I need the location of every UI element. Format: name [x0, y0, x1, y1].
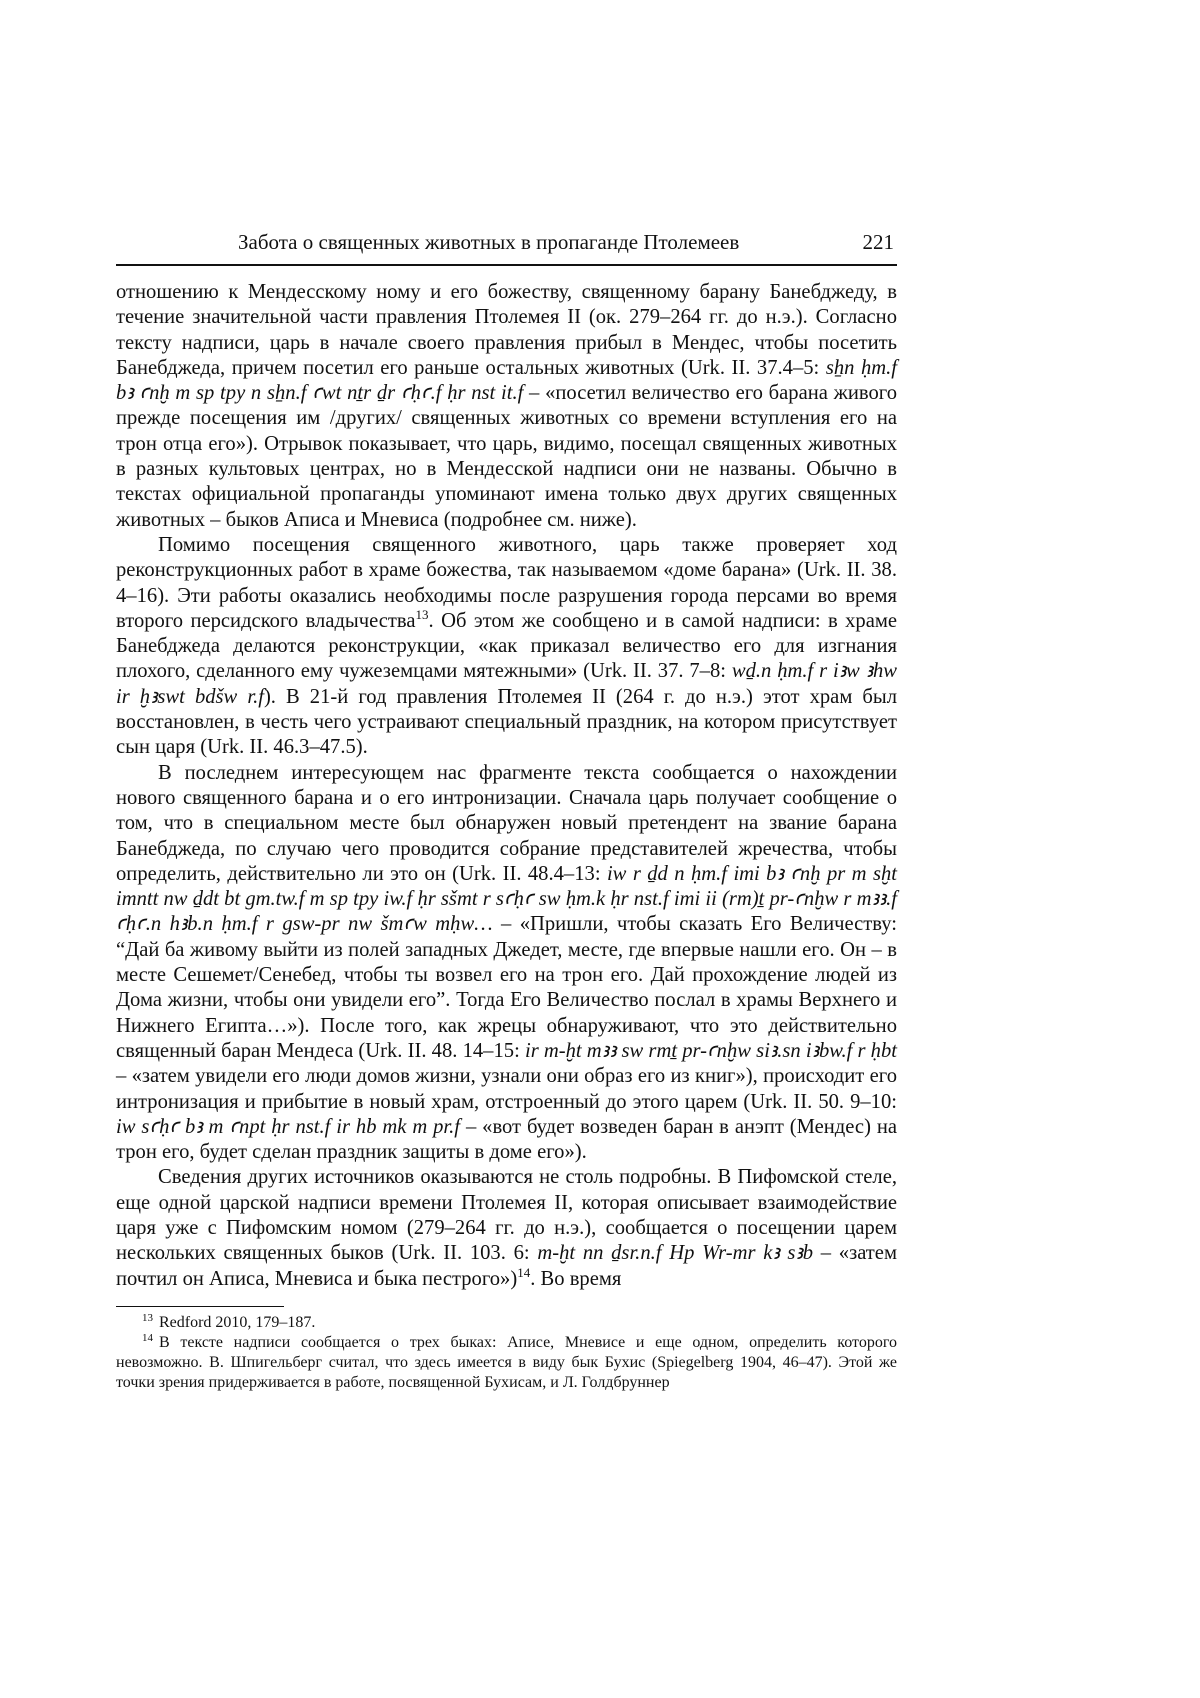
text-run: – «Пришли, чтобы сказать Его Величеству: “Дай ба живому выйти из полей западных Джедет, месте, где впервые нашли его. Он – в месте Сешемет/Сенебед, чтобы ты возвел его на трон его. Дай прохождение людей из Дома жизни, чтобы они увидели его”. Тогда Его Величество послал в храмы Верхнего и Нижнего Египта…»). После того, как жрецы обнаруживают, что это действительно священный баран Мендеса (Urk. II. 48. 14–15: [116, 913, 898, 1062]
footnote-ref: 13 [415, 607, 429, 622]
transliteration: wḏ.n ḥm.f r iꜣw ꜣhw ir ḫꜣswt bdšw r.f [116, 660, 898, 708]
paragraph [116, 761, 897, 1166]
text-run: Помимо посещения священного животного, царь также проверяет ход реконструкционных работ в храме божества, так называемом «доме барана» (Urk. II. 38. 4–16). Эти работы оказались необходимы после разрушения города персами во время второго персидского владычества [116, 533, 897, 632]
transliteration: m-ḫt nn ḏsr.n.f Hp Wr-mr kꜣ sꜣb [537, 1242, 814, 1265]
text-run: Сведения других источников оказываются не столь подробны. В Пифомской стеле, еще одной царской надписи времени Птолемея II, которая описывает взаимодействие царя уже с Пифомским номом (279–264 гг. до н.э.), сообщается о посещении царем нескольких священных быков (Urk. II. 103. 6: [116, 1166, 897, 1265]
text-run: отношению к Мендесскому ному и его божеству, священному барану Банебджеду, в течение значительной части правления Птолемея II (ок. 279–264 гг. до н.э.). Согласно тексту надписи, царь в начале своего правления прибыл в Мендес, чтобы посетить Банебджеда, причем посетил его раньше остальных животных (Urk. II. 37.4–5: [116, 281, 897, 379]
running-head-title: Забота о священных животных в пропаганде Птолемеев [238, 230, 740, 254]
paragraph [116, 280, 897, 533]
transliteration: iw sꜥḥꜥ bꜣ m ꜥnpt ḥr nst.f ir hb mk m pr.f [116, 1115, 461, 1138]
running-head [116, 224, 897, 266]
text-run: ). В 21-й год правления Птолемея II (264 г. до н.э.) этот храм был восстановлен, в честь чего устраивают специальный праздник, на котором присутствует сын царя (Urk. II. 46.3–47.5). [116, 685, 897, 759]
text-run: . Об этом же сообщено и в самой надписи: в храме Банебджеда делаются реконструкции, «как приказал величество его для изгнания плохого, сделанного ему чужеземцами мятежными» (Urk. II. 37. 7–8: [116, 609, 898, 683]
transliteration: iw r ḏd n ḥm.f imi bꜣ ꜥnḫ pr m sḫt imntt nw ḏdt bt gm.tw.f m sp tpy iw.f ḥr sšmt r sꜥḥꜥ sw ḥm.k ḥr nst.f imi ii (rm)ṯ pr-ꜥnḫw r mꜣꜣ.f ꜥḥꜥ.n hꜣb.n ḥm.f r gsw-pr nw šmꜥw mḥw… [116, 862, 897, 936]
page-number: 221 [862, 230, 894, 254]
footnote-text: Redford 2010, 179–187. [159, 1313, 316, 1331]
paragraph [116, 1165, 897, 1291]
footnote-number: 13 [142, 1311, 153, 1324]
footnotes [116, 1313, 897, 1393]
footnote-ref: 14 [517, 1264, 531, 1280]
footnote [116, 1313, 897, 1333]
page [116, 224, 897, 1393]
text-run: – «затем увидели его люди домов жизни, узнали они образ его из книг»), происходит его интронизация и прибытие в новый храм, отстроенный до этого царем (Urk. II. 50. 9–10: [116, 1065, 897, 1113]
footnote-text: В тексте надписи сообщается о трех быках: Аписе, Мневисе и еще одном, определить которого невозможно. В. Шпигельберг считал, что здесь имеется в виду бык Бухис (Spiegelberg 1904, 46–47). Этой же точки зрения придерживается в работе, посвященной Бухисам, и Л. Голдбруннер [116, 1333, 897, 1391]
text-run: – «вот будет возведен баран в анэпт (Мендес) на трон его, будет сделан праздник защиты в доме его»). [116, 1115, 897, 1164]
text-run: . Во время [530, 1267, 622, 1290]
text-run: – «затем почтил он Аписа, Мневиса и быка пестрого») [116, 1242, 897, 1290]
footnote-divider [116, 1306, 284, 1307]
text-run: В последнем интересующем нас фрагменте текста сообщается о нахождении нового священного барана и о его интронизации. Сначала царь получает сообщение о том, что в специальном месте был обнаружен новый претендент на звание барана Банебджеда, по случаю чего проводится собрание представителей жречества, чтобы определить, действительно ли это он (Urk. II. 48.4–13: [116, 761, 897, 885]
text-run: – «посетил величество его барана живого прежде посещения им /других/ священных животных со времени вступления его на трон отца его»). Отрывок показывает, что царь, видимо, посещал священных животных в разных культовых центрах, но в Мендесской надписи они не названы. Обычно в текстах официальной пропаганды упоминают имена только двух других священных животных – быков Аписа и Мневиса (подробнее см. ниже). [116, 382, 897, 531]
footnote-number: 14 [142, 1331, 153, 1344]
transliteration: ir m-ḫt mꜣꜣ sw rmṯ pr-ꜥnḫw siꜣ.sn iꜣbw.f r ḥbt [524, 1039, 897, 1062]
transliteration: sẖn ḥm.f bꜣ ꜥnḫ m sp tpy n sẖn.f ꜥwt nṯr ḏr ꜥḥꜥ.f ḥr nst it.f [116, 356, 897, 405]
footnote [116, 1333, 897, 1393]
body-text [116, 280, 897, 1292]
paragraph [116, 533, 897, 761]
